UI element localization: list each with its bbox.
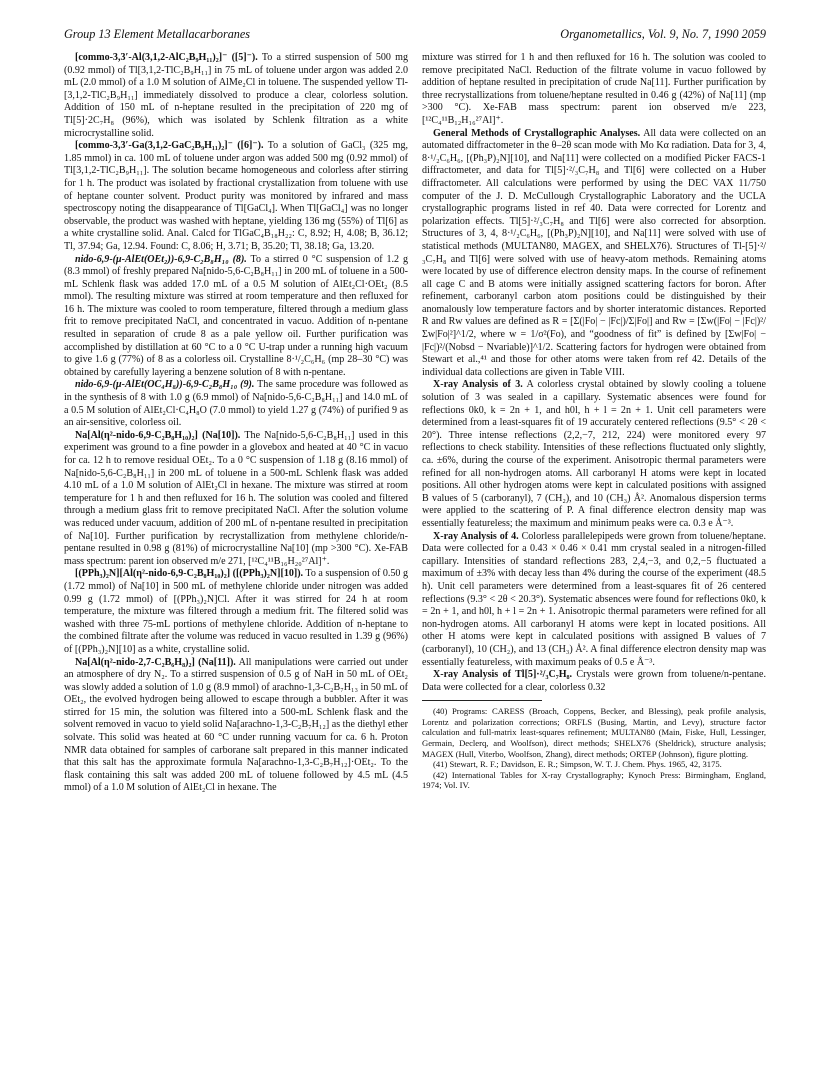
paragraph-heading: X-ray Analysis of 4.	[433, 530, 519, 542]
footnote-41: (41) Stewart, R. F.; Davidson, E. R.; Simpson, W. T. J. Chem. Phys. 1965, 42, 3175.	[433, 759, 722, 770]
paragraph-heading: X-ray Analysis of 3.	[433, 379, 523, 391]
paragraph-body: mixture was stirred for 1 h and then refluxed for 16 h. The solution was cooled to remove precipitated NaCl. Reduction of the filtrate volume in vacuo followed by addition of heptane resulted in precipitation of crude Na[11]. Further purification by three recrystallizations from toluene/heptane resulted in 0.46 g (42%) of Na[11] (mp >300 °C). Xe-FAB mass spectrum: parent ion observed m/e 223, [¹²C₄¹¹B₁₂H₁₆²⁷Al]⁺.	[422, 52, 766, 126]
paragraph-ppn10	[64, 568, 408, 656]
paragraph-compound-9	[64, 379, 408, 429]
paragraph-al-complex	[64, 52, 408, 140]
journal-citation: Organometallics, Vol. 9, No. 7, 1990 2059	[560, 27, 766, 41]
paragraph-body: To a suspension of 0.50 g (1.72 mmol) of Na[10] in 500 mL of methylene chloride under nitrogen was added 0.99 g (1.72 mmol) of [(PPh₃)₂N]Cl. After it was stirred for 24 h at room temperature, the mixture was filtered through a medium frit. The filtered solid was washed with three 75-mL portions of methylene chloride. Addition of n-heptane to the combined filtrate after the volume was reduced in vacuo resulted in 1.39 g (96%) of [(PPh₃)₂N][10] as a white, crystalline solid.	[64, 568, 408, 655]
paragraph-body: The same procedure was followed as in the synthesis of 8 with 1.0 g (6.9 mmol) of Na[nido-5,6-C₂B₈H₁₁] and 14.0 mL of a 0.5 M solution of AlEt₂Cl·C₄H₈O (7.0 mmol) to yield 1.27 g (74%) of purified 9 as an air-sensitive, colorless oil.	[64, 379, 408, 429]
paragraph-xray-4	[422, 531, 766, 670]
paragraph-body: A colorless crystal obtained by slowly cooling a toluene solution of 3 was sealed in a capillary. Systematic absences were found for reflections 0k0, k = 2n + 1, and h0l, h + l = 2n + 1. Unit cell parameters were determined from a least-squares fit of 19 accurately centered reflections (9.5° < 2θ < 20°). Three intense reflections (2,2,−7, 212, 224) were monitored every 97 reflections to check stability. Intensities of these reflections fluctuated only slightly, ca. ±6%, during the course of the experiment. Anisotropic thermal parameters were refined for all non-hydrogen atoms. All carboranyl H atoms were kept in located positions. All other hydrogen atoms were kept in calculated positions with assigned B values of 5 (carboranyl), 7 (CH₂), and 10 (CH₃) Å². Anomalous dispersion terms were applied to the scattering of P. A final difference electron density map was essentially featureless; the maximum and minimum peaks were ca. 0.3 e Å⁻³.	[422, 379, 766, 529]
paragraph-body: To a solution of GaCl₃ (325 mg, 1.85 mmol) in ca. 100 mL of toluene under argon was added 500 mg (0.92 mmol) of Tl[3,1,2-TlC₂B₉H₁₁]. The solution became homogeneous and colorless after stirring for 1 h. The product was isolated by fractional crystallization from toluene with use of heptane counter solvent. Product purity was monitored by infrared and mass spectroscopy noting the disappearance of Tl[GaCl₄]. When Tl[GaCl₄] was no longer observable, the product was washed with heptane, yielding 136 mg (55%) of Tl[6] as a white crystalline solid. Anal. Calcd for TlGaC₄B₁₈H₂₂: C, 8.92; H, 4.08; B, 36.12; Tl, 37.94; Ga, 12.94. Found: C, 8.06; H, 3.71; B, 35.20; Tl, 38.18; Ga, 13.20.	[64, 140, 409, 252]
paragraph-compound-8	[64, 254, 408, 380]
paragraph-heading: nido-6,9-(μ-AlEt(OEt₂))-6,9-C₂B₈H₁₀ (8).	[75, 253, 247, 265]
paragraph-na10	[64, 430, 408, 569]
paragraph-heading: [(PPh₃)₂N][Al(η²-nido-6,9-C₂B₈H₁₀)₂] ([(PPh₃)₂N][10]).	[75, 568, 304, 580]
footnote-42: (42) International Tables for X-ray Crystallography; Kynoch Press: Birmingham, England, 1974; Vol. IV.	[422, 769, 766, 791]
paragraph-body: To a stirred suspension of 500 mg (0.92 mmol) of Tl[3,1,2-TlC₂B₉H₁₁] in 75 mL of toluene under argon was added 2.0 mL (2.0 mmol) of a 1.0 M solution of AlMe₂Cl in toluene. The suspended yellow Tl-[3,1,2-TlC₂B₉H₁₁] immediately dissolved to produce a clear, colorless solution. Addition of 150 mL of n-heptane resulted in the precipitation of 220 mg of Tl[5]·2C₇H₈ (96%), which was isolated by Schlenk filtration as a white microcrystalline solid.	[64, 52, 408, 139]
footnotes	[422, 706, 766, 791]
left-column	[64, 52, 408, 795]
footnote-divider	[422, 700, 542, 701]
paragraph-heading: Na[Al(η²-nido-2,7-C₂B₆H₈)₂] (Na[11]).	[75, 656, 236, 668]
paragraph-body: Colorless parallelepipeds were grown from toluene/heptane. Data were collected for a 0.43 × 0.46 × 0.41 mm crystal sealed in a nitrogen-filled capillary. Intensities of standard reflections 283, 2,4,−3, and 0,2,−5 fluctuated a maximum of ±3% with decay less than 4% during the course of the experiment (48.5 h). Unit cell parameters were determined from a least-squares fit of 26 centered reflections (9.3° < 2θ < 20.3°). Systematic absences were found for reflections 0k0, k = 2n + 1, and h0l, h + l = 2n + 1. Anisotropic thermal parameters were refined for all non-hydrogen atoms. All carboranyl H atoms were kept in located positions. All other H atoms were kept in calculated positions with assigned B values of 7 (carboranyl), 10 (CH₂), and 13 (CH₃) Å². A final difference electron density map was essentially featureless, with maximum peaks of 0.5 e Å⁻³.	[422, 530, 766, 668]
paragraph-xray-3	[422, 379, 766, 530]
paragraph-heading: Na[Al(η²-nido-6,9-C₂B₈H₁₀)₂] (Na[10]).	[75, 429, 241, 441]
paragraph-xray-tl5	[422, 669, 766, 694]
paragraph-body: All manipulations were carried out under an atmosphere of dry N₂. To a stirred suspension of 0.5 g of NaH in 50 mL of OEt₂ was slowly added a solution of 1.0 g (8.9 mmol) of arachno-1,3-C₂B₇H₁₃ in 50 mL of OEt₂, the evolved hydrogen being allowed to escape through a bubbler. After it was stirred for 15 min, the solution was filtered into a 500-mL Schlenk flask and the solvent removed in vacuo to yield solid Na[arachno-1,3-C₂B₇H₁₂] as the diethyl ether solvate. This solid was heated at 60 °C under running vacuum for ca. 6 h. Proton NMR data obtained for samples of carborane salt prepared in this manner indicated that this salt has the approximate formula Na[arachno-1,3-C₂B₇H₁₂]·OEt₂. To the flask containing this salt was added 200 mL of toluene followed by 4.5 mL (4.5 mmol) of a 1.0 M solution of AlEt₂Cl in hexane. The	[64, 656, 408, 794]
paragraph-general-methods	[422, 128, 766, 380]
paragraph-heading: nido-6,9-(μ-AlEt(OC₄H₈))-6,9-C₂B₈H₁₀ (9).	[75, 379, 255, 391]
footnote-40: (40) Programs: CARESS (Broach, Coppens, Becker, and Blessing), peak profile analysis, Lorentz and polarization corrections; ORFLS (Busing, Martin, and Levy), structure factor calculation and full-matrix least-squares refinement; MULTAN80 (Main, Fiske, Hull, Lessinger, Germain, Declerq, and Woolfson), direct methods; SHELX76 (Sheldrick), structure analysis; MAGEX (Hull, Viterbo, Woolfson, Zhang), direct methods; ORTEP (Johnson), figure plotting.	[422, 706, 766, 759]
paragraph-heading: X-ray Analysis of Tl[5]·²/₃C₇H₈.	[433, 669, 573, 681]
paragraph-na11	[64, 657, 408, 796]
running-header	[64, 27, 766, 43]
paragraph-heading: [commo-3,3′-Al(3,1,2-AlC₂B₉H₁₁)₂]⁻ ([5]⁻).	[75, 52, 258, 63]
paragraph-heading: [commo-3,3′-Ga(3,1,2-GaC₂B₉H₁₁)₂]⁻ ([6]⁻).	[75, 140, 264, 152]
paragraph-body: All data were collected on an automated diffractometer in the θ–2θ scan mode with Mo Kα radiation. Data for 3, 4, 8·¹/₂C₆H₆, [(Ph₃P)₂N][10], and Na[11] were collected on a modified Picker FACS-1 diffractometer, and data for Tl[5]·²/₃C₇H₈ and Tl[6] were collected on a Huber diffractometer. All calculations were performed by using the DEC VAX 11/750 computer of the J. D. McCullough Crystallographic Laboratory and the UCLA crystallographic programs listed in ref 40. Data were corrected for Lorentz and polarization effects. Tl[5]·²/₃C₇H₈ and Tl[6] were also corrected for absorption. Structures of 3, 4, 8·¹/₂C₆H₆, [(Ph₃P)₂N][10], and Na[11] were solved with use of statistical methods (MULTAN80, MAGEX, and SHELX76). Structures of Tl-[5]·²/₃C₇H₈ and Tl[6] were solved with use of heavy-atom methods. Remaining atoms were located by use of difference electron density maps. In the course of refinement all cage C and B atoms were initially assigned scattering factors for boron. After refinement, carboranyl carbon atom positions could be distinguished by their anomalously low temperature factors and by shorter interatomic distances. Reported R and Rw values are defined as R = [Σ(|Fo| − |Fc|)/Σ|Fo|] and Rw = [Σw(|Fo| − |Fc|)²/Σw|Fo|²]^1/2, where w = 1/σ²(Fo), and “goodness of fit” is defined by [Σw|Fo| − |Fc|)²/(Nobsd − Nvariable)]^1/2. Scattering factors for hydrogen were obtained from Stewart et al.,⁴¹ and those for other atoms were taken from ref 42. Details of the individual data collections are given in Table VIII.	[422, 127, 766, 378]
right-column	[422, 52, 766, 791]
paragraph-na11-continued	[422, 52, 766, 128]
paragraph-heading: General Methods of Crystallographic Analyses.	[433, 127, 641, 139]
paragraph-body: The Na[nido-5,6-C₂B₈H₁₁] used in this experiment was ground to a fine powder in a glovebox and heated at 40 °C in vacuo for ca. 12 h to remove residual OEt₂. To a 0 °C suspension of 1.18 g (8.16 mmol) of Na[nido-5,6-C₂B₈H₁₁] in 200 mL of toluene in a 500-mL Schlenk flask was added 4.10 mL of a 1.0 M solution of AlEt₂Cl in hexane. The mixture was stirred at room temperature for 1 h and then refluxed for 16 h. The solution was cooled and filtered through a medium glass frit to remove precipitated NaCl. After the solution volume was reduced under vacuum, addition of 200 mL of n-pentane resulted in precipitation of Na[10]. Further purification by recrystallization from methylene chloride/n-pentane resulted in 0.98 g (81%) of microcrystalline Na[10] (mp >300 °C). Xe-FAB mass spectrum: parent ion observed m/e 271, [¹²C₄¹¹B₁₆H₂₀²⁷Al]⁺.	[64, 429, 408, 567]
paragraph-body: Crystals were grown from toluene/n-pentane. Data were collected for a clear, colorless 0.32	[422, 669, 766, 693]
paragraph-body: To a stirred 0 °C suspension of 1.2 g (8.3 mmol) of freshly prepared Na[nido-5,6-C₂B₈H₁₁] in 200 mL of toluene in a 500-mL Schlenk flask was added 17.0 mL of a 0.5 M solution of AlEt₂Cl·OEt₂ (8.5 mmol). The resulting mixture was stirred at room temperature and then refluxed for 16 h. The mixture was cooled to room temperature, filtered through a medium glass frit to remove precipitated NaCl, and concentrated in vacuo. Addition of n-pentane resulted in separation of crude 8 as a pale yellow oil. Further purification was accomplished by distillation at 60 °C to a 0 °C U-trap under a running high vacuum to give 1.6 g (77%) of 8 as a colorless oil. Crystalline 8·¹/₂C₆H₆ (mp 28–30 °C) was obtained by carefully layering a benzene solution of 8 with n-pentane.	[64, 253, 408, 378]
paragraph-ga-complex	[64, 140, 408, 253]
running-title: Group 13 Element Metallacarboranes	[64, 27, 251, 41]
